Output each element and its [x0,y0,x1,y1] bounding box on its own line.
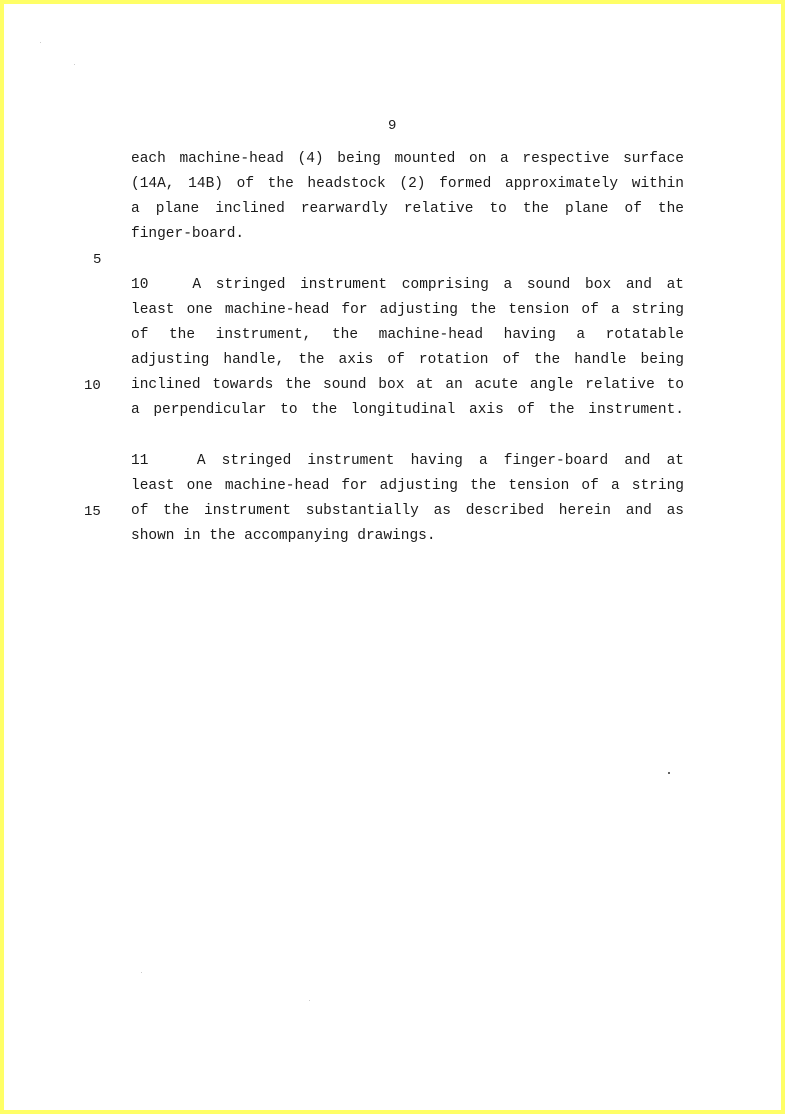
margin-line-number-5: 5 [93,252,102,268]
text-line: each machine-head (4) being mounted on a respective surface [131,151,684,167]
text-line: shown in the accompanying drawings. [131,528,436,544]
text-line: 11 A stringed instrument having a finger-board and at [131,453,684,469]
text-line: of the instrument, the machine-head having a rotatable [131,327,684,343]
text-line: 10 A stringed instrument comprising a sound box and at [131,277,684,293]
margin-line-number-15: 15 [84,504,101,520]
scan-speck [309,1000,310,1001]
text-line: least one machine-head for adjusting the tension of a string [131,478,684,494]
text-line: a perpendicular to the longitudinal axis of the instrument. [131,402,684,418]
scan-speck [141,972,142,973]
scan-speck [668,772,670,774]
scan-speck [74,64,75,65]
text-line: finger-board. [131,226,245,242]
text-line: of the instrument substantially as described herein and as [131,503,684,519]
page-number: 9 [388,118,397,134]
text-line: (14A, 14B) of the headstock (2) formed approximately within [131,176,684,192]
text-line: a plane inclined rearwardly relative to the plane of the [131,201,684,217]
text-line: least one machine-head for adjusting the tension of a string [131,302,684,318]
margin-line-number-10: 10 [84,378,101,394]
scan-speck [40,42,41,43]
text-line: inclined towards the sound box at an acute angle relative to [131,377,684,393]
text-line: adjusting handle, the axis of rotation of the handle being [131,352,684,368]
